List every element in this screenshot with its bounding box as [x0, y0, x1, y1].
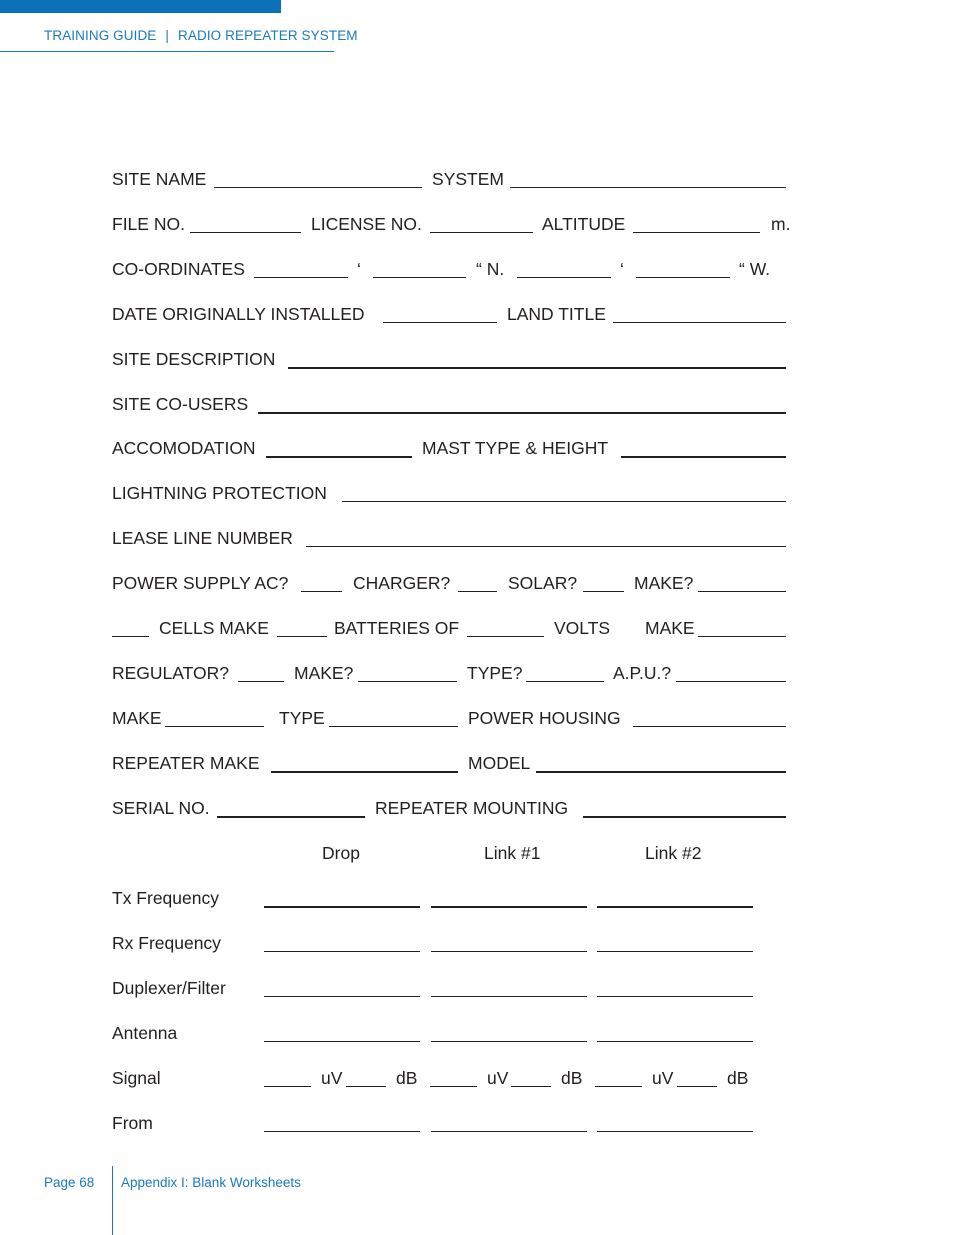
regulator-make-label: MAKE?	[294, 663, 354, 683]
battery-make-label: MAKE	[645, 618, 695, 638]
apu-make-field[interactable]	[165, 726, 264, 727]
regulator-label: REGULATOR?	[112, 663, 230, 683]
duplexer-drop-field[interactable]	[264, 996, 420, 997]
file-no-label: FILE NO.	[112, 214, 185, 234]
row-site-description	[0, 349, 954, 373]
power-housing-field[interactable]	[633, 726, 786, 727]
lightning-protection-field[interactable]	[342, 501, 786, 502]
signal-drop-uv-unit: uV	[321, 1068, 343, 1088]
regulator-type-label: TYPE?	[467, 663, 523, 683]
apu-type-field[interactable]	[329, 726, 458, 727]
row-site-name	[0, 169, 954, 193]
model-label: MODEL	[468, 753, 531, 773]
row-batteries	[0, 618, 954, 642]
apu-type-label: TYPE	[279, 708, 325, 728]
regulator-make-field[interactable]	[358, 681, 457, 682]
tx-link1-field[interactable]	[431, 906, 587, 908]
header-rule	[0, 51, 334, 52]
north-label: “ N.	[476, 259, 505, 279]
duplexer-link2-field[interactable]	[597, 996, 753, 997]
power-housing-label: POWER HOUSING	[468, 708, 621, 728]
column-header-link1: Link #1	[484, 843, 541, 863]
lat-minutes-field[interactable]	[373, 277, 466, 278]
lightning-protection-label: LIGHTNING PROTECTION	[112, 483, 327, 503]
row-signal	[0, 1068, 954, 1092]
tx-link2-field[interactable]	[597, 906, 753, 908]
mast-type-height-label: MAST TYPE & HEIGHT	[422, 438, 609, 458]
from-label: From	[112, 1113, 153, 1133]
power-make-label: MAKE?	[634, 573, 694, 593]
header-system: RADIO REPEATER SYSTEM	[178, 28, 358, 43]
power-supply-ac-label: POWER SUPPLY AC?	[112, 573, 289, 593]
lon-degrees-field[interactable]	[517, 277, 611, 278]
table-header-row	[0, 843, 954, 867]
west-label: “ W.	[739, 259, 771, 279]
power-make-field[interactable]	[698, 591, 786, 592]
charger-label: CHARGER?	[353, 573, 451, 593]
antenna-drop-field[interactable]	[264, 1041, 420, 1042]
cells-make-field[interactable]	[277, 636, 327, 637]
altitude-label: ALTITUDE	[542, 214, 626, 234]
lat-degrees-field[interactable]	[254, 277, 348, 278]
license-no-label: LICENSE NO.	[311, 214, 422, 234]
signal-link1-db-field[interactable]	[511, 1086, 551, 1087]
signal-link1-uv-field[interactable]	[430, 1086, 477, 1087]
row-tx-frequency	[0, 888, 954, 912]
footer-divider	[112, 1166, 113, 1235]
signal-label: Signal	[112, 1068, 161, 1088]
duplexer-link1-field[interactable]	[431, 996, 587, 997]
lon-minute-mark: ‘	[620, 259, 624, 279]
row-apu-make	[0, 708, 954, 732]
altitude-unit: m.	[771, 214, 791, 234]
signal-link1-db-unit: dB	[561, 1068, 583, 1088]
column-header-link2: Link #2	[645, 843, 702, 863]
solar-label: SOLAR?	[508, 573, 578, 593]
signal-link2-uv-field[interactable]	[595, 1086, 642, 1087]
signal-drop-db-unit: dB	[396, 1068, 418, 1088]
site-description-label: SITE DESCRIPTION	[112, 349, 276, 369]
rx-link1-field[interactable]	[431, 951, 587, 952]
apu-field[interactable]	[676, 681, 786, 682]
row-date-installed	[0, 304, 954, 328]
header-separator: |	[165, 28, 170, 43]
lease-line-number-label: LEASE LINE NUMBER	[112, 528, 293, 548]
running-header	[44, 28, 358, 43]
battery-make-field[interactable]	[698, 636, 786, 637]
repeater-make-label: REPEATER MAKE	[112, 753, 260, 773]
land-title-field[interactable]	[613, 322, 786, 323]
row-antenna	[0, 1023, 954, 1047]
repeater-mounting-label: REPEATER MOUNTING	[375, 798, 569, 818]
date-installed-label: DATE ORIGINALLY INSTALLED	[112, 304, 365, 324]
signal-link1-uv-unit: uV	[487, 1068, 509, 1088]
power-supply-ac-field[interactable]	[301, 591, 342, 592]
regulator-type-field[interactable]	[526, 681, 604, 682]
system-field[interactable]	[510, 187, 786, 188]
header-guide: TRAINING GUIDE	[44, 28, 157, 43]
row-serial-no	[0, 798, 954, 822]
column-header-drop: Drop	[322, 843, 360, 863]
site-name-label: SITE NAME	[112, 169, 207, 189]
cells-make-label: CELLS MAKE	[159, 618, 269, 638]
altitude-field[interactable]	[633, 232, 760, 233]
row-coordinates	[0, 259, 954, 283]
row-regulator	[0, 663, 954, 687]
rx-drop-field[interactable]	[264, 951, 420, 952]
site-name-field[interactable]	[214, 187, 422, 188]
file-no-field[interactable]	[190, 232, 301, 233]
cells-count-field[interactable]	[112, 636, 149, 637]
row-lease-line	[0, 528, 954, 552]
signal-drop-uv-field[interactable]	[264, 1086, 311, 1087]
mast-type-height-field[interactable]	[621, 456, 786, 458]
regulator-field[interactable]	[238, 681, 284, 682]
antenna-label: Antenna	[112, 1023, 178, 1043]
serial-no-label: SERIAL NO.	[112, 798, 210, 818]
repeater-mounting-field[interactable]	[583, 816, 786, 818]
volts-label: VOLTS	[554, 618, 611, 638]
coordinates-label: CO-ORDINATES	[112, 259, 245, 279]
row-rx-frequency	[0, 933, 954, 957]
site-co-users-field[interactable]	[258, 412, 786, 414]
from-link2-field[interactable]	[597, 1131, 753, 1132]
serial-no-field[interactable]	[217, 816, 365, 818]
tx-frequency-label: Tx Frequency	[112, 888, 219, 908]
header-accent-bar	[0, 0, 281, 13]
row-file-no	[0, 214, 954, 238]
page-number: Page 68	[44, 1175, 95, 1190]
accomodation-field[interactable]	[266, 456, 412, 458]
lease-line-number-field[interactable]	[306, 546, 786, 547]
batteries-of-field[interactable]	[467, 636, 544, 637]
row-site-co-users	[0, 394, 954, 418]
antenna-link1-field[interactable]	[431, 1041, 587, 1042]
from-drop-field[interactable]	[264, 1131, 420, 1132]
site-co-users-label: SITE CO-USERS	[112, 394, 249, 414]
tx-drop-field[interactable]	[264, 906, 420, 908]
date-installed-field[interactable]	[383, 322, 497, 323]
system-label: SYSTEM	[432, 169, 504, 189]
repeater-make-field[interactable]	[271, 771, 458, 773]
site-description-field[interactable]	[288, 367, 786, 369]
signal-drop-db-field[interactable]	[346, 1086, 386, 1087]
row-accomodation	[0, 438, 954, 462]
footer-section-title: Appendix I: Blank Worksheets	[121, 1175, 301, 1190]
row-from	[0, 1113, 954, 1137]
signal-link2-uv-unit: uV	[652, 1068, 674, 1088]
batteries-of-label: BATTERIES OF	[334, 618, 460, 638]
charger-field[interactable]	[458, 591, 497, 592]
lat-minute-mark: ‘	[357, 259, 361, 279]
land-title-label: LAND TITLE	[507, 304, 606, 324]
row-repeater-make	[0, 753, 954, 777]
from-link1-field[interactable]	[431, 1131, 587, 1132]
solar-field[interactable]	[583, 591, 624, 592]
apu-label: A.P.U.?	[613, 663, 672, 683]
rx-link2-field[interactable]	[597, 951, 753, 952]
rx-frequency-label: Rx Frequency	[112, 933, 221, 953]
row-lightning-protection	[0, 483, 954, 507]
row-duplexer-filter	[0, 978, 954, 1002]
signal-link2-db-field[interactable]	[677, 1086, 717, 1087]
duplexer-filter-label: Duplexer/Filter	[112, 978, 226, 998]
model-field[interactable]	[536, 771, 786, 773]
accomodation-label: ACCOMODATION	[112, 438, 256, 458]
license-no-field[interactable]	[430, 232, 533, 233]
row-power-supply	[0, 573, 954, 597]
signal-link2-db-unit: dB	[727, 1068, 749, 1088]
antenna-link2-field[interactable]	[597, 1041, 753, 1042]
apu-make-label: MAKE	[112, 708, 162, 728]
lon-minutes-field[interactable]	[636, 277, 730, 278]
